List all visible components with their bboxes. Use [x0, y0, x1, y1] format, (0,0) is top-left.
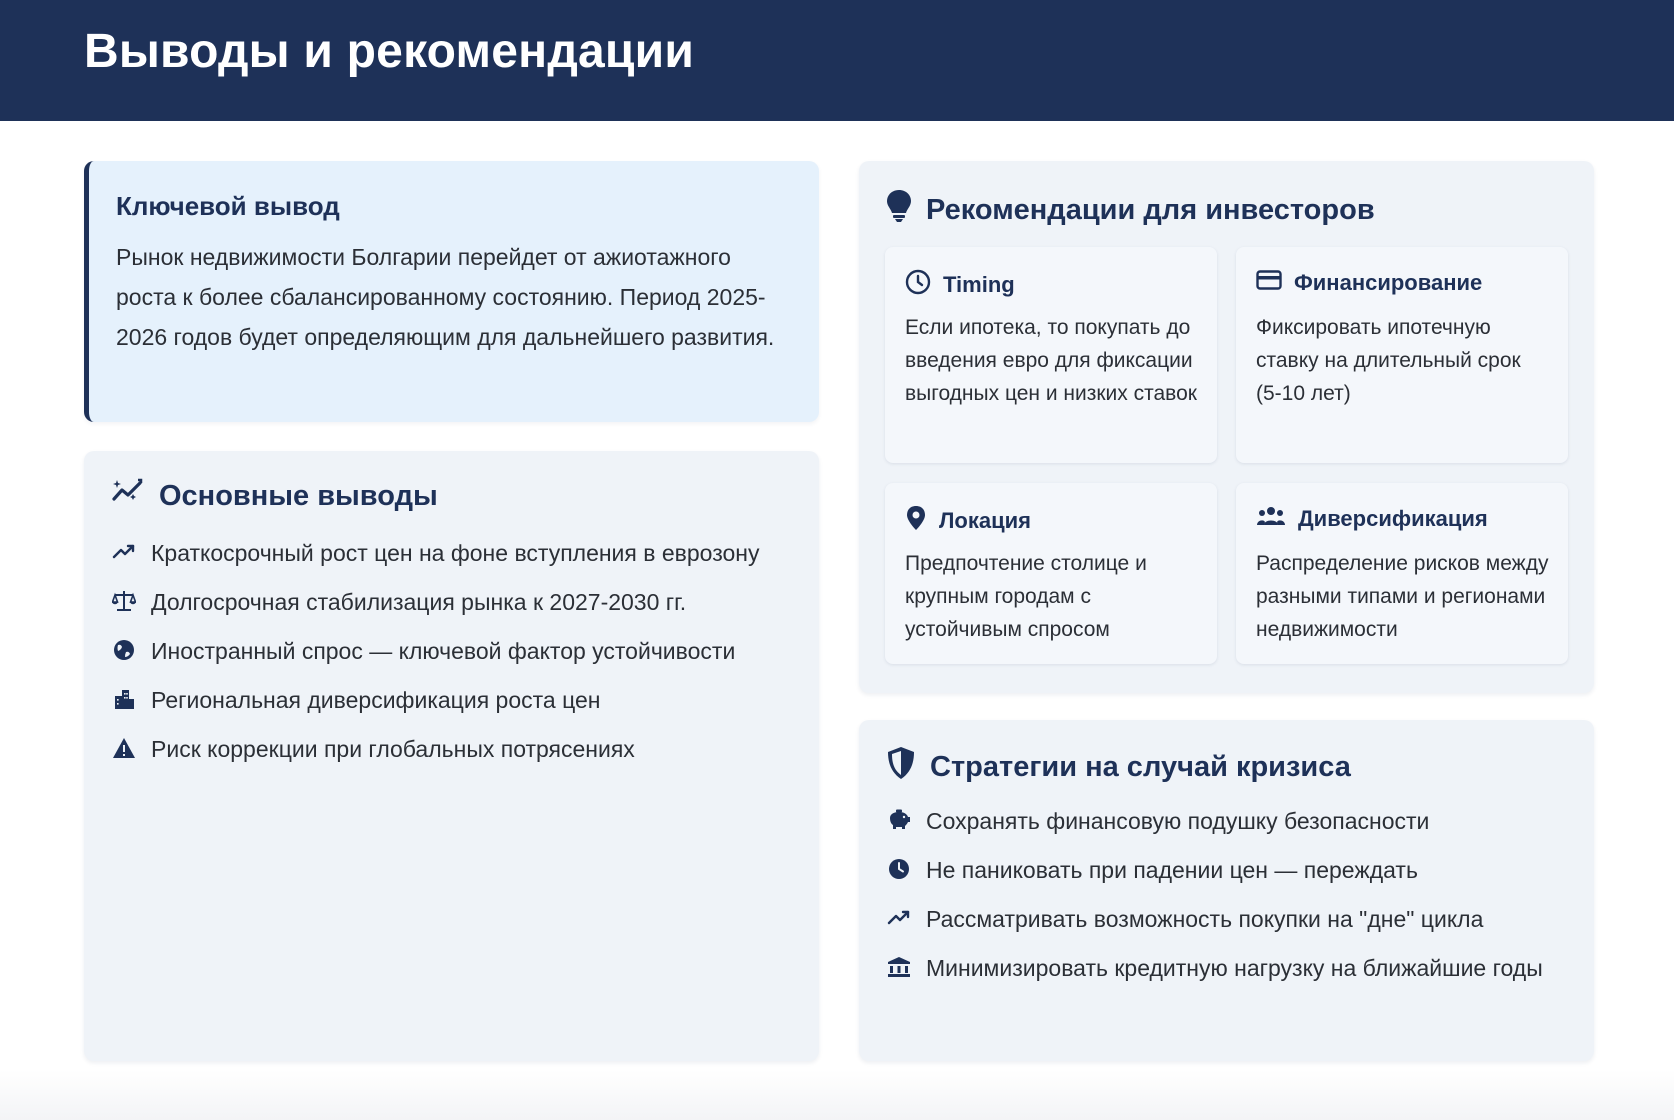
- tile-text: Фиксировать ипотечную ставку на длительный срок (5-10 лет): [1256, 316, 1521, 405]
- list-item: [886, 805, 1566, 838]
- key-conclusion-title: Ключевой вывод: [116, 191, 340, 221]
- people-group-icon: [1256, 505, 1286, 533]
- strategy-text: Не паниковать при падении цен — переждать: [926, 857, 1418, 883]
- strategy-text: Сохранять финансовую подушку безопасности: [926, 808, 1430, 834]
- finding-text: Краткосрочный рост цен на фоне вступления в еврозону: [151, 540, 760, 566]
- key-conclusion-text: Рынок недвижимости Болгарии перейдет от ажиотажного роста к более сбалансированному состоянию. Период 2025-2026 годов будет определяющим для дальнейшего развития.: [116, 244, 775, 350]
- page-title: Выводы и рекомендации: [84, 25, 695, 78]
- bank-icon: [886, 954, 912, 980]
- finding-text: Риск коррекции при глобальных потрясениях: [151, 736, 635, 762]
- recommendation-tile-diversification: [1236, 483, 1568, 664]
- list-item: [111, 537, 791, 570]
- finding-text: Иностранный спрос — ключевой фактор устойчивости: [151, 638, 736, 664]
- globe-icon: [111, 637, 137, 663]
- tile-title: Диверсификация: [1298, 506, 1488, 531]
- key-conclusion-card: [84, 161, 819, 422]
- main-findings-card: [84, 451, 819, 1061]
- tile-header: [1256, 505, 1488, 533]
- finding-text: Региональная диверсификация роста цен: [151, 687, 601, 713]
- tile-header: [905, 269, 1015, 301]
- main-findings-heading: [111, 477, 438, 515]
- piggy-bank-icon: [886, 807, 912, 833]
- credit-card-icon: [1256, 269, 1282, 297]
- scale-icon: [111, 588, 137, 614]
- list-item: [111, 635, 791, 668]
- crisis-list: [886, 805, 1566, 1001]
- strategy-text: Рассматривать возможность покупки на "дне" цикла: [926, 906, 1484, 932]
- list-item: [886, 854, 1566, 887]
- tile-text: Распределение рисков между разными типами и регионами недвижимости: [1256, 552, 1549, 641]
- trend-up-icon: [886, 905, 912, 931]
- lightbulb-icon: [886, 189, 912, 231]
- main-findings-list: [111, 537, 791, 782]
- trend-up-icon: [111, 539, 137, 565]
- list-item: [886, 952, 1566, 985]
- shield-icon: [886, 746, 916, 788]
- finding-text: Долгосрочная стабилизация рынка к 2027-2030 гг.: [151, 589, 687, 615]
- strategy-text: Минимизировать кредитную нагрузку на ближайшие годы: [926, 955, 1543, 981]
- crisis-heading: [886, 746, 1351, 788]
- crisis-strategies-card: [859, 720, 1594, 1061]
- header-bar: [0, 0, 1674, 121]
- tile-text: Предпочтение столице и крупным городам с устойчивым спросом: [905, 552, 1147, 641]
- list-item: [886, 903, 1566, 936]
- recommendations-title: Рекомендации для инвесторов: [926, 193, 1375, 226]
- recommendation-tile-financing: [1236, 247, 1568, 463]
- recommendations-card: [859, 161, 1594, 693]
- list-item: [111, 733, 791, 766]
- list-item: [111, 684, 791, 717]
- recommendations-heading: [886, 189, 1375, 231]
- tile-text: Если ипотека, то покупать до введения евро для фиксации выгодных цен и низких ставок: [905, 316, 1197, 405]
- recommendation-tile-location: [885, 483, 1217, 664]
- location-pin-icon: [905, 505, 927, 537]
- crisis-title: Стратегии на случай кризиса: [930, 750, 1351, 783]
- sparkle-chart-icon: [111, 477, 145, 515]
- tile-title: Локация: [939, 508, 1032, 533]
- tile-header: [905, 505, 1031, 537]
- list-item: [111, 586, 791, 619]
- clock-icon: [905, 269, 931, 301]
- tile-title: Финансирование: [1294, 270, 1483, 295]
- warning-icon: [111, 735, 137, 761]
- recommendation-tile-timing: [885, 247, 1217, 463]
- clock-solid-icon: [886, 856, 912, 882]
- main-findings-title: Основные выводы: [159, 479, 438, 512]
- tile-header: [1256, 269, 1482, 297]
- tile-title: Timing: [943, 272, 1015, 297]
- buildings-icon: [111, 686, 137, 712]
